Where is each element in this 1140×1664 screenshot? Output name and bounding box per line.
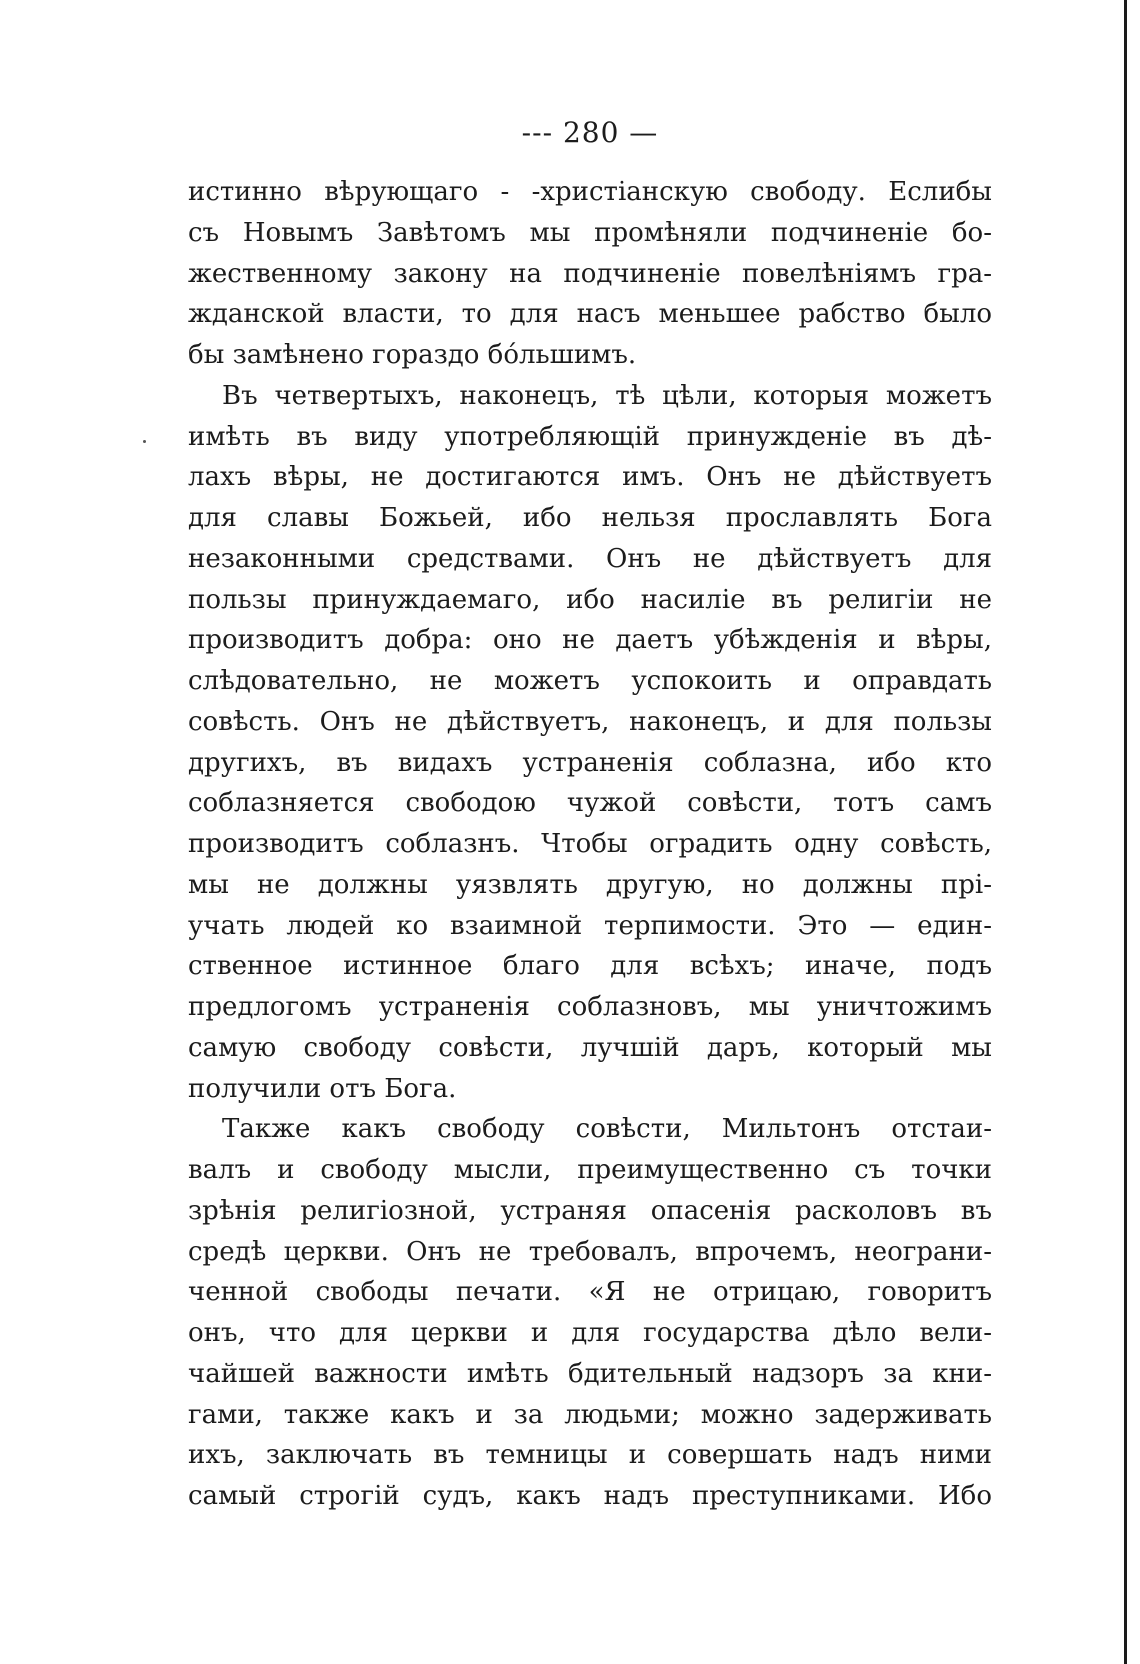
text-line: незаконными средствами. Онъ не дѣйствуетъ для — [188, 543, 992, 574]
body-text — [188, 172, 992, 1517]
text-line: самую свободу совѣсти, лучшій даръ, который мы — [188, 1032, 992, 1063]
text-line: бы замѣнено гораздо бо́льшимъ. — [188, 340, 637, 370]
print-speck — [143, 440, 146, 443]
text-line: чайшей важности имѣть бдительный надзоръ за кни- — [188, 1358, 992, 1389]
text-line: ченной свободы печати. «Я не отрицаю, говоритъ — [188, 1277, 992, 1308]
text-line: слѣдовательно, не можетъ успокоить и оправдать — [188, 666, 992, 696]
text-line: средѣ церкви. Онъ не требовалъ, впрочемъ, неограни- — [188, 1236, 992, 1267]
text-line: гами, также какъ и за людьми; можно задерживать — [188, 1399, 992, 1430]
paragraph-2 — [188, 376, 992, 1110]
text-line: ихъ, заключать въ темницы и совершать надъ ними — [188, 1440, 992, 1471]
text-line: совѣсть. Онъ не дѣйствуетъ, наконецъ, и для пользы — [188, 706, 992, 737]
text-line: съ Новымъ Завѣтомъ мы промѣняли подчиненіе бо- — [188, 217, 992, 248]
text-line: ственное истинное благо для всѣхъ; иначе, подъ — [188, 951, 992, 982]
text-line: другихъ, въ видахъ устраненія соблазна, ибо кто — [188, 747, 992, 778]
text-line: Также какъ свободу совѣсти, Мильтонъ отстаи- — [222, 1114, 992, 1145]
text-line: производитъ соблазнъ. Чтобы оградить одну совѣсть, — [188, 829, 992, 859]
text-line: лахъ вѣры, не достигаются имъ. Онъ не дѣйствуетъ — [188, 462, 992, 493]
paragraph-3 — [188, 1109, 992, 1517]
text-line: пользы принуждаемаго, ибо насиліе въ религіи не — [188, 584, 992, 615]
text-line: валъ и свободу мысли, преимущественно съ точки — [188, 1155, 992, 1185]
text-line: имѣть въ виду употребляющій принужденіе въ дѣ- — [188, 421, 992, 452]
paragraph-1 — [188, 172, 992, 376]
text-line: учать людей ко взаимной терпимости. Это — един- — [188, 910, 992, 941]
text-line: для славы Божьей, ибо нельзя прославлять Бога — [188, 503, 992, 533]
text-line: зрѣнія религіозной, устраняя опасенія расколовъ въ — [188, 1195, 992, 1226]
text-line: мы не должны уязвлять другую, но должны прі- — [188, 869, 992, 900]
text-line: жественному закону на подчиненіе повелѣніямъ гра- — [188, 258, 992, 289]
text-line: Въ четвертыхъ, наконецъ, тѣ цѣли, которыя можетъ — [222, 380, 992, 411]
text-line: производитъ добра: оно не даетъ убѣжденія и вѣры, — [188, 625, 992, 656]
text-line: получили отъ Бога. — [188, 1073, 457, 1104]
text-line: предлогомъ устраненія соблазновъ, мы уничтожимъ — [188, 992, 992, 1022]
text-line: онъ, что для церкви и для государства дѣло вели- — [188, 1318, 992, 1348]
text-line: самый строгій судъ, какъ надъ преступниками. Ибо — [188, 1481, 992, 1511]
text-line: истинно вѣрующаго - -христіанскую свободу. Еслибы — [188, 177, 992, 207]
text-line: жданской власти, то для насъ меньшее рабство было — [188, 299, 992, 330]
text-line: соблазняется свободою чужой совѣсти, тотъ самъ — [188, 788, 992, 819]
page-number: --- 280 — — [521, 116, 659, 149]
page-edge-rule — [1124, 0, 1127, 1664]
